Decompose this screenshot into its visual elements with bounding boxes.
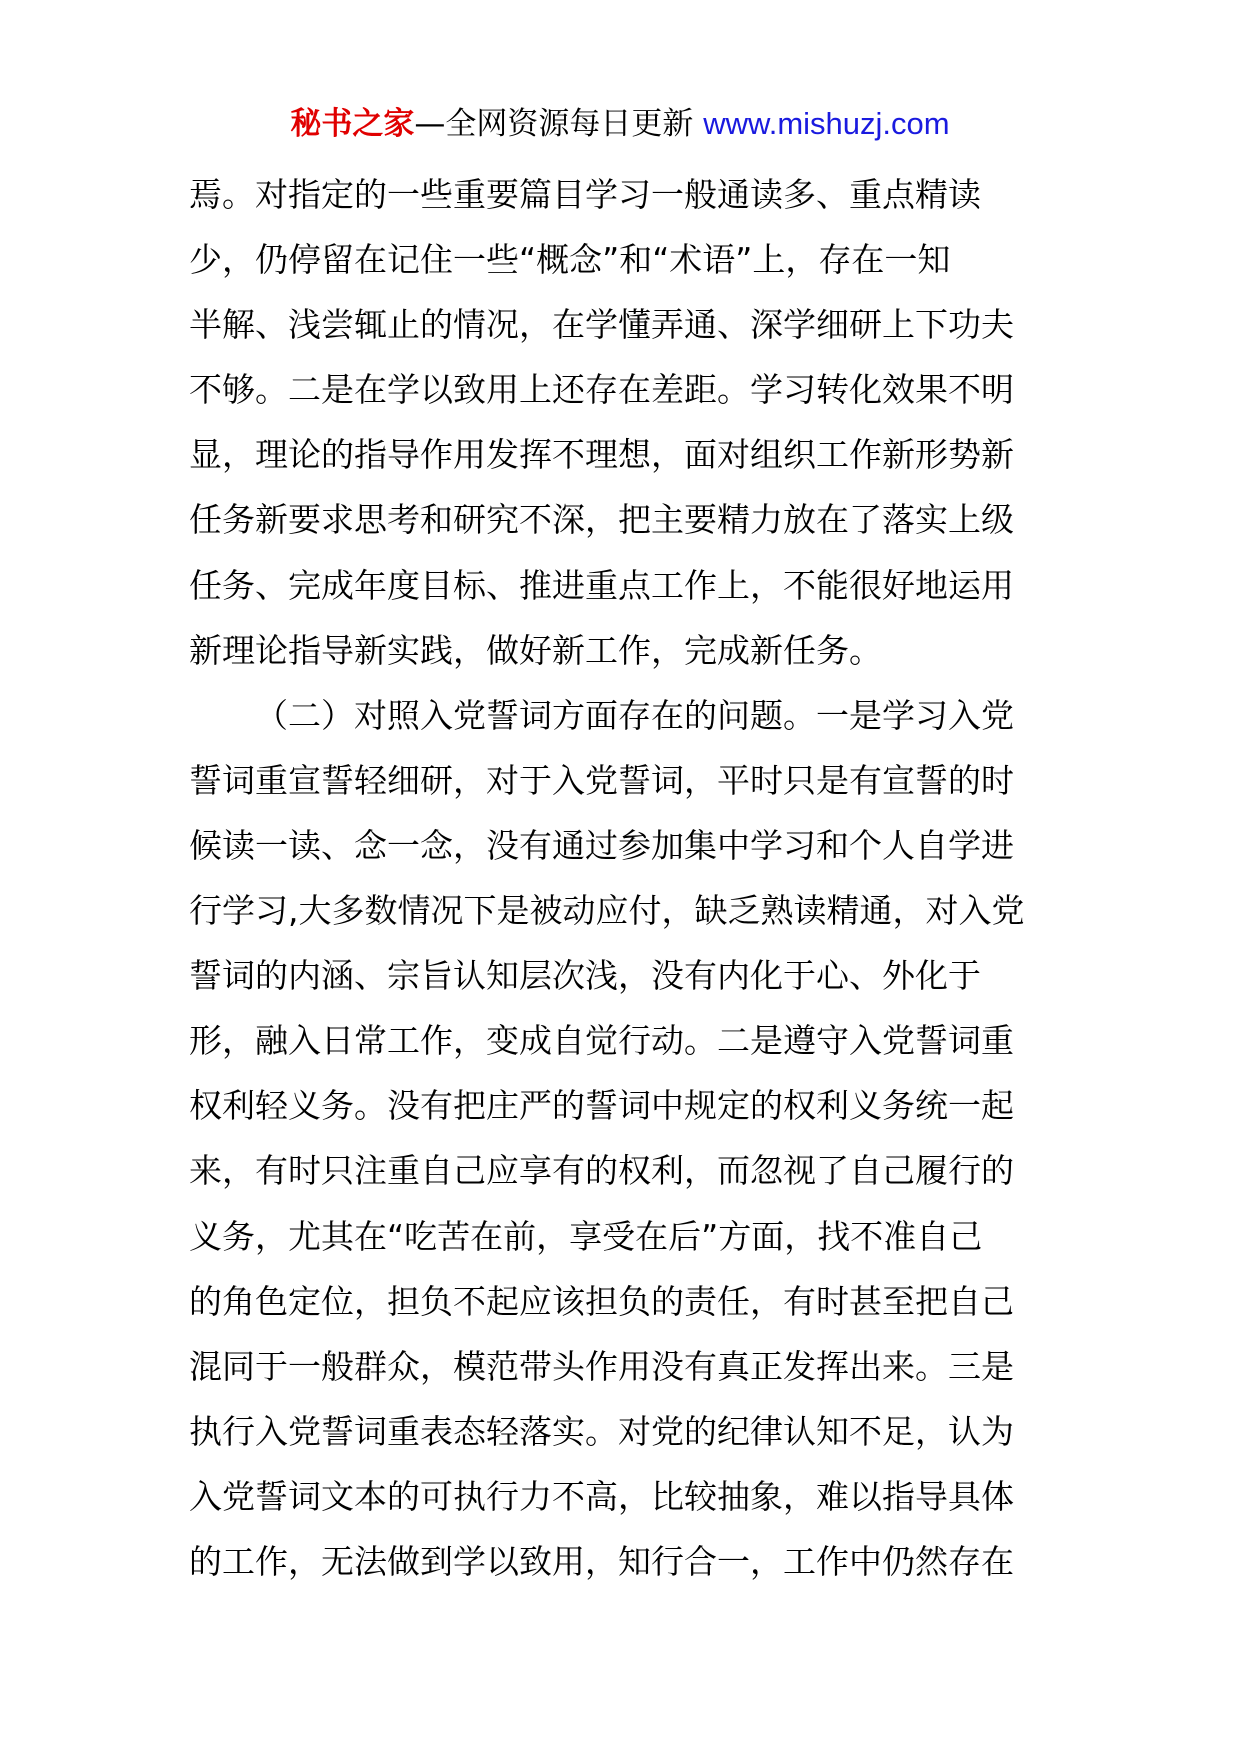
text-line: 执行入党誓词重表态轻落实。对党的纪律认知不足，认为 — [189, 1411, 1014, 1451]
text-line: 的工作，无法做到学以致用，知行合一，工作中仍然存在 — [189, 1541, 1014, 1581]
text-line: 候读一读、念一念，没有通过参加集中学习和个人自学进 — [189, 825, 1014, 865]
text-line: 来，有时只注重自己应享有的权利，而忽视了自己履行的 — [189, 1151, 1014, 1191]
text-line: 半解、浅尝辄止的情况，在学懂弄通、深学细研上下功夫 — [189, 305, 1014, 345]
text-line: 任务、完成年度目标、推进重点工作上，不能很好地运用 — [189, 565, 1014, 605]
paragraph-start-line: （二）对照入党誓词方面存在的问题。一是学习入党 — [255, 695, 1014, 735]
text-line: 焉。对指定的一些重要篇目学习一般通读多、重点精读 — [189, 175, 981, 214]
text-line: 义务，尤其在“吃苦在前，享受在后”方面，找不准自己 — [189, 1216, 983, 1256]
header-tagline: —全网资源每日更新 — [414, 106, 704, 142]
text-line: 不够。二是在学以致用上还存在差距。学习转化效果不明 — [189, 370, 1014, 410]
text-line: 行学习,大多数情况下是被动应付，缺乏熟读精通，对入党 — [189, 891, 1025, 931]
text-line: 形，融入日常工作，变成自觉行动。二是遵守入党誓词重 — [189, 1021, 1014, 1061]
text-line: 权利轻义务。没有把庄严的誓词中规定的权利义务统一起 — [189, 1086, 1014, 1126]
text-line: 新理论指导新实践，做好新工作，完成新任务。 — [189, 630, 882, 670]
header-brand: 秘书之家 — [290, 106, 415, 142]
text-line: 的角色定位，担负不起应该担负的责任，有时甚至把自己 — [189, 1281, 1014, 1321]
text-line: 显，理论的指导作用发挥不理想，面对组织工作新形势新 — [189, 435, 1014, 475]
text-line: 誓词的内涵、宗旨认知层次浅，没有内化于心、外化于 — [189, 956, 981, 996]
page-header — [0, 98, 1240, 150]
document-body — [189, 162, 1055, 1594]
text-line: 誓词重宣誓轻细研，对于入党誓词，平时只是有宣誓的时 — [189, 760, 1014, 800]
text-line: 少，仍停留在记住一些“概念”和“术语”上，存在一知 — [189, 240, 951, 280]
text-line: 入党誓词文本的可执行力不高，比较抽象，难以指导具体 — [189, 1476, 1014, 1516]
text-line: 任务新要求思考和研究不深，把主要精力放在了落实上级 — [189, 500, 1014, 540]
text-line: 混同于一般群众，模范带头作用没有真正发挥出来。三是 — [189, 1346, 1014, 1386]
header-url-link[interactable]: www.mishuzj.com — [703, 106, 950, 141]
